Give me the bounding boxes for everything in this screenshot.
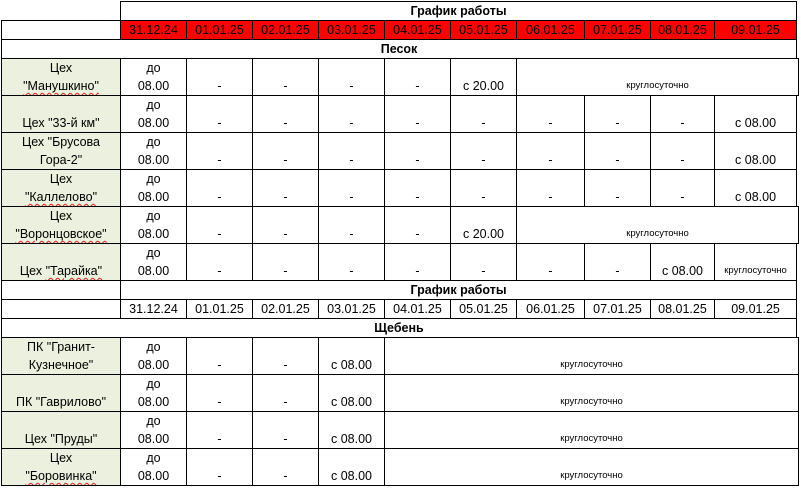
date-header-row-red <box>2 21 799 40</box>
date-cell: 07.01.25 <box>585 300 651 319</box>
cell: до 08.00 <box>121 375 187 412</box>
row-name: Цех "Манушкино" <box>2 59 121 96</box>
cell: - <box>651 96 715 133</box>
cell: - <box>451 133 517 170</box>
round-the-clock-cell: круглосуточно <box>517 59 799 96</box>
date-cell: 03.01.25 <box>319 300 385 319</box>
row-name: Цех "33-й км" <box>2 96 121 133</box>
cell: - <box>385 59 451 96</box>
table-row <box>2 133 799 170</box>
cell: до 08.00 <box>121 133 187 170</box>
table-row <box>2 338 799 375</box>
cell: - <box>319 170 385 207</box>
date-cell: 06.01.25 <box>517 300 585 319</box>
schedule-title: График работы <box>121 2 797 21</box>
cell: - <box>187 375 253 412</box>
round-the-clock-cell: круглосуточно <box>385 375 799 412</box>
cell: до 08.00 <box>121 96 187 133</box>
cell: - <box>385 96 451 133</box>
cell: - <box>253 449 319 486</box>
round-the-clock-cell: круглосуточно <box>715 244 797 281</box>
cell: - <box>517 96 585 133</box>
table-row <box>2 207 799 244</box>
cell: до 08.00 <box>121 170 187 207</box>
cell: - <box>187 244 253 281</box>
cell: - <box>253 375 319 412</box>
date-cell: 02.01.25 <box>253 300 319 319</box>
date-cell: 05.01.25 <box>451 21 517 40</box>
cell: - <box>385 170 451 207</box>
round-the-clock-cell: круглосуточно <box>385 338 799 375</box>
date-cell: 01.01.25 <box>187 300 253 319</box>
cell: - <box>451 244 517 281</box>
date-cell: 09.01.25 <box>715 300 797 319</box>
cell: - <box>187 338 253 375</box>
cell: - <box>585 244 651 281</box>
cell: до 08.00 <box>121 59 187 96</box>
cell: - <box>517 170 585 207</box>
cell: с 20.00 <box>451 207 517 244</box>
date-cell: 07.01.25 <box>585 21 651 40</box>
cell: с 08.00 <box>319 412 385 449</box>
date-cell: 02.01.25 <box>253 21 319 40</box>
cell: - <box>187 59 253 96</box>
row-name: Цех "Боровинка" <box>2 449 121 486</box>
date-cell: 04.01.25 <box>385 300 451 319</box>
cell: до 08.00 <box>121 338 187 375</box>
cell: - <box>187 96 253 133</box>
cell: - <box>651 170 715 207</box>
cell: - <box>253 338 319 375</box>
cell: - <box>585 170 651 207</box>
cell: - <box>253 207 319 244</box>
section-row-sand <box>2 40 799 59</box>
date-cell: 03.01.25 <box>319 21 385 40</box>
date-cell: 06.01.25 <box>517 21 585 40</box>
row-name: Цех "Каллелово" <box>2 170 121 207</box>
cell: - <box>319 133 385 170</box>
cell: - <box>253 133 319 170</box>
cell: - <box>517 244 585 281</box>
cell: - <box>451 170 517 207</box>
cell: с 08.00 <box>715 96 797 133</box>
cell: с 20.00 <box>451 59 517 96</box>
cell: - <box>385 244 451 281</box>
cell: до 08.00 <box>121 244 187 281</box>
table-row <box>2 244 799 281</box>
round-the-clock-cell: круглосуточно <box>517 207 799 244</box>
round-the-clock-cell: круглосуточно <box>385 412 799 449</box>
work-schedule-table <box>1 1 799 486</box>
table-row <box>2 96 799 133</box>
row-name: ПК "Гранит- Кузнечное" <box>2 338 121 375</box>
cell: - <box>385 207 451 244</box>
table-row <box>2 375 799 412</box>
cell: - <box>253 96 319 133</box>
cell: с 08.00 <box>715 170 797 207</box>
cell: с 08.00 <box>319 449 385 486</box>
date-cell: 08.01.25 <box>651 300 715 319</box>
cell: - <box>187 449 253 486</box>
schedule-title-row <box>2 2 799 21</box>
cell: с 08.00 <box>319 338 385 375</box>
cell: - <box>319 207 385 244</box>
cell: с 08.00 <box>319 375 385 412</box>
cell: до 08.00 <box>121 449 187 486</box>
table-row <box>2 449 799 486</box>
cell: - <box>187 133 253 170</box>
date-cell: 31.12.24 <box>121 300 187 319</box>
row-name: Цех "Пруды" <box>2 412 121 449</box>
date-header-row-plain <box>2 300 799 319</box>
cell: - <box>517 133 585 170</box>
date-cell: 01.01.25 <box>187 21 253 40</box>
row-name: Цех "Воронцовское" <box>2 207 121 244</box>
date-cell: 04.01.25 <box>385 21 451 40</box>
row-name: Цех "Тарайка" <box>2 244 121 281</box>
row-name: Цех "Брусова Гора-2" <box>2 133 121 170</box>
cell: - <box>451 96 517 133</box>
section-row-gravel <box>2 319 799 338</box>
cell: - <box>319 244 385 281</box>
table-row <box>2 412 799 449</box>
schedule-title-row-2 <box>2 281 799 300</box>
section-title-gravel: Щебень <box>2 319 797 338</box>
cell: до 08.00 <box>121 207 187 244</box>
date-cell: 31.12.24 <box>121 21 187 40</box>
cell: - <box>253 170 319 207</box>
date-header-blank <box>2 21 121 40</box>
cell: - <box>253 59 319 96</box>
cell: до 08.00 <box>121 412 187 449</box>
cell: - <box>187 170 253 207</box>
section-title-sand: Песок <box>2 40 797 59</box>
cell: с 08.00 <box>715 133 797 170</box>
date-cell: 05.01.25 <box>451 300 517 319</box>
cell: - <box>385 133 451 170</box>
cell: - <box>253 244 319 281</box>
cell: - <box>187 412 253 449</box>
cell: - <box>253 412 319 449</box>
round-the-clock-cell: круглосуточно <box>385 449 799 486</box>
row-name: ПК "Гаврилово" <box>2 375 121 412</box>
cell: - <box>585 96 651 133</box>
cell: - <box>187 207 253 244</box>
table-row <box>2 170 799 207</box>
cell: - <box>319 96 385 133</box>
date-header-blank <box>2 300 121 319</box>
cell: - <box>585 133 651 170</box>
cell: - <box>651 133 715 170</box>
date-cell: 08.01.25 <box>651 21 715 40</box>
table-row <box>2 59 799 96</box>
schedule-title-2: График работы <box>121 281 797 300</box>
cell: - <box>319 59 385 96</box>
cell: с 08.00 <box>651 244 715 281</box>
date-cell: 09.01.25 <box>715 21 797 40</box>
